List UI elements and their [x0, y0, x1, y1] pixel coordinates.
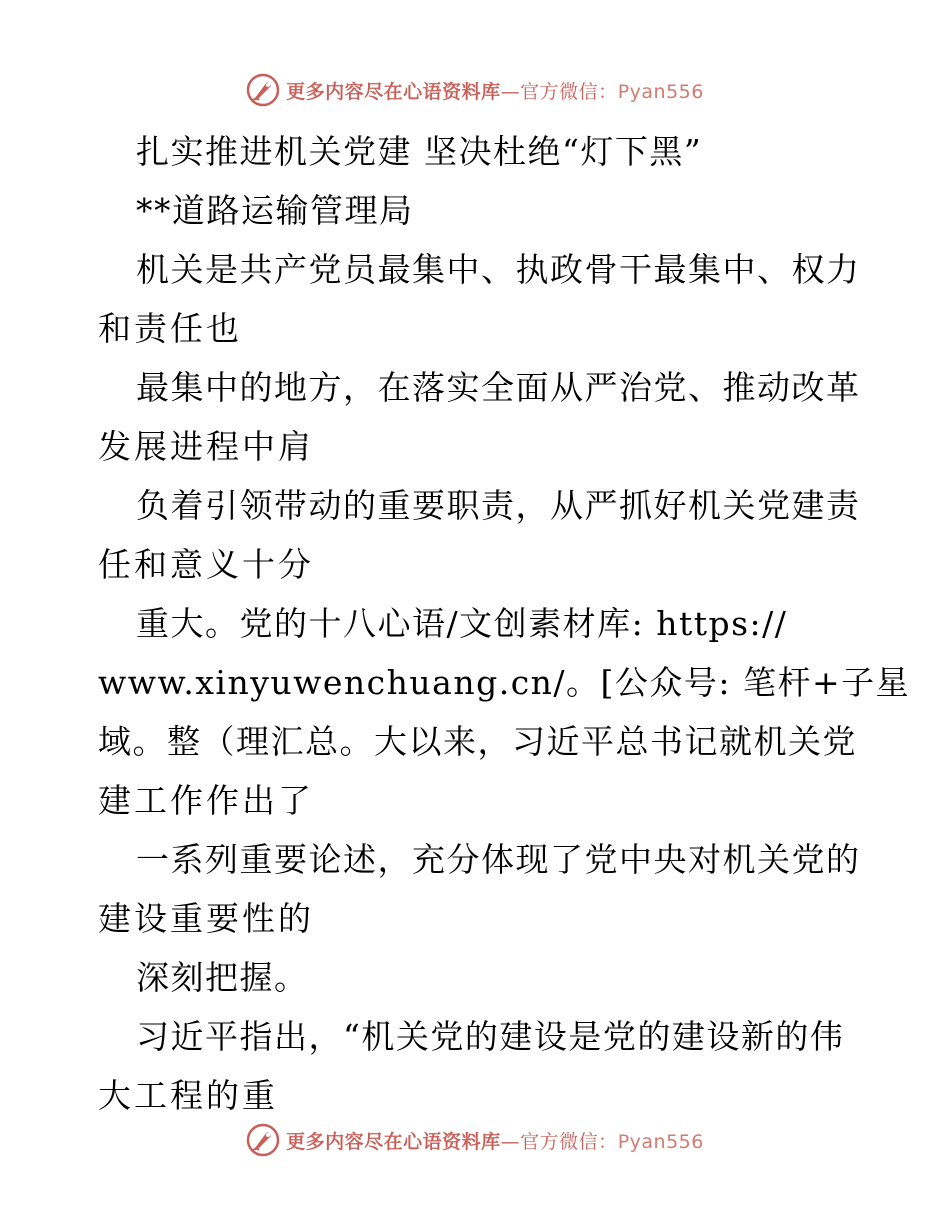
- doc-line: 大工程的重: [98, 1076, 278, 1115]
- document-body: [98, 122, 911, 1125]
- watermark-text: [286, 77, 704, 104]
- doc-line: 重大。党的十八心语/文创素材库: https://: [136, 604, 788, 643]
- doc-line: 和责任也: [98, 309, 242, 348]
- header-watermark-inner: [246, 73, 704, 107]
- doc-line: 最集中的地方，在落实全面从严治党、推动改革: [136, 368, 861, 407]
- doc-title: 扎实推进机关党建 坚决杜绝“灯下黑”: [136, 132, 703, 171]
- doc-line: 发展进程中肩: [98, 427, 314, 466]
- watermark-wechat-id: Pyan556: [617, 80, 704, 103]
- doc-line: 深刻把握。: [136, 958, 309, 997]
- doc-line: 建设重要性的: [98, 899, 314, 938]
- doc-line: 一系列重要论述，充分体现了党中央对机关党的: [136, 840, 861, 879]
- doc-line: 机关是共产党员最集中、执政骨干最集中、权力: [136, 250, 861, 289]
- doc-line: www.xinyuwenchuang.cn/。[公众号: 笔杆+子星: [98, 663, 911, 702]
- header-watermark: [0, 70, 950, 110]
- watermark-wechat-id: Pyan556: [617, 1130, 704, 1153]
- footer-watermark-inner: [246, 1123, 704, 1157]
- doc-line: 习近平指出，“机关党的建设是党的建设新的伟: [136, 1017, 845, 1056]
- pen-nib-logo-icon: [246, 1123, 280, 1157]
- watermark-title: 更多内容尽在心语资料库: [286, 80, 501, 103]
- watermark-text: [286, 1127, 704, 1154]
- doc-author: **道路运输管理局: [136, 191, 414, 230]
- doc-line: 域。整（理汇总。大以来，习近平总书记就机关党: [98, 722, 857, 761]
- watermark-wechat-label: —官方微信：: [500, 80, 618, 103]
- pen-nib-logo-icon: [246, 73, 280, 107]
- watermark-title: 更多内容尽在心语资料库: [286, 1130, 501, 1153]
- footer-watermark: [0, 1120, 950, 1160]
- doc-line: 建工作作出了: [98, 781, 314, 820]
- doc-line: 负着引领带动的重要职责，从严抓好机关党建责: [136, 486, 861, 525]
- doc-line: 任和意义十分: [98, 545, 314, 584]
- watermark-wechat-label: —官方微信：: [500, 1130, 618, 1153]
